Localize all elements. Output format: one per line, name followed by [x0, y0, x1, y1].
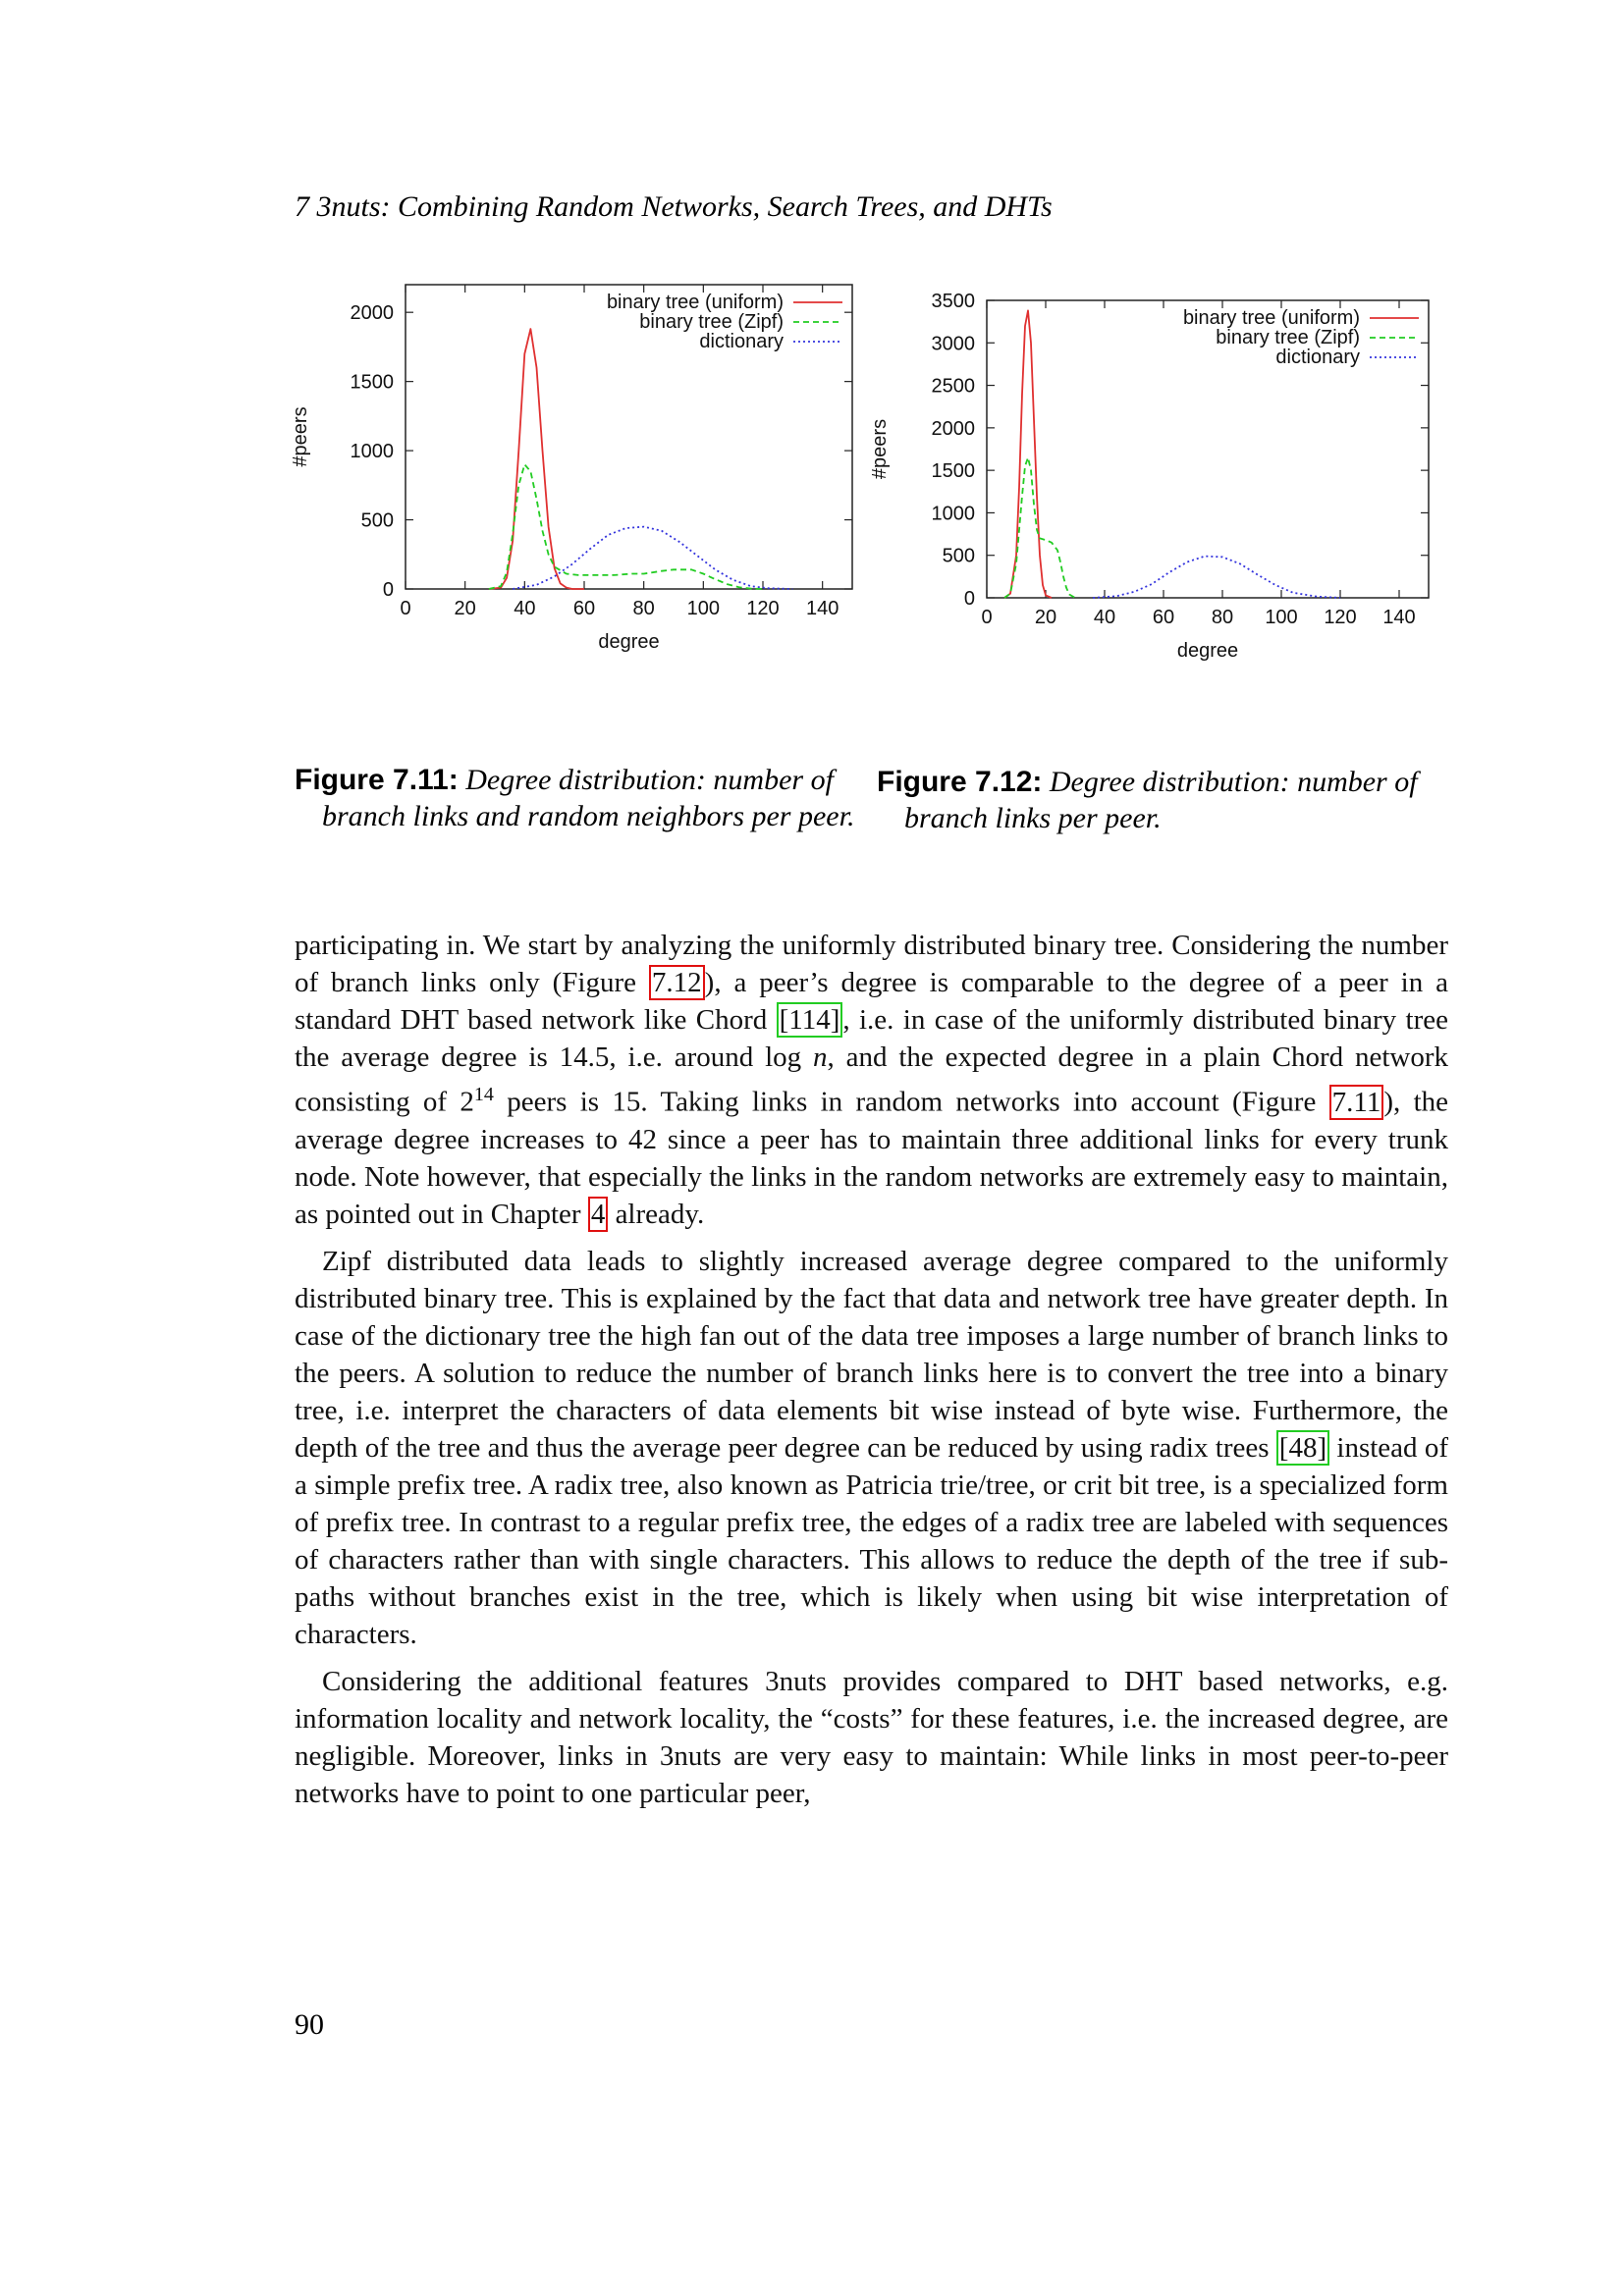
figure-ref-link[interactable]: 7.12: [649, 965, 705, 1000]
x-tick-label: 80: [1211, 607, 1234, 628]
plot-frame: [406, 285, 852, 589]
x-tick-label: 0: [981, 607, 993, 628]
text-run: ), the average degree increases to 42 since a peer has to maintain three additional links for every trunk node. Note however, that especially the links in the random networks are extremely easy to maintain, as pointed out in Chapter: [295, 1086, 1448, 1230]
series-line-2: [1004, 457, 1075, 598]
y-tick-label: 3500: [931, 291, 975, 312]
figure-7-12-chart: [864, 265, 1453, 702]
text-run: , and the expected degree in a plain Chord network consisting of 2: [295, 1041, 1449, 1118]
x-tick-label: 20: [454, 598, 476, 619]
caption-label: Figure 7.11:: [295, 764, 459, 796]
chapter-ref-link[interactable]: 4: [588, 1197, 609, 1232]
caption-text-line1: Degree distribution: number of: [1049, 766, 1418, 798]
figure-7-12-svg: [864, 265, 1453, 702]
paragraph-1: [295, 927, 1448, 1233]
math-var: n: [813, 1041, 828, 1073]
page-number: 90: [295, 2008, 324, 2041]
figure-ref-link[interactable]: 7.11: [1329, 1085, 1384, 1120]
text-run: Zipf distributed data leads to slightly increased average degree compared to the uniformly distributed binary tree. This is explained by the fact that data and network tree have greater depth. In case of the dictionary tree the high fan out of the data tree imposes a large number of branch links to the peers. A solution to reduce the number of branch links here is to convert the tree into a binary tree, i.e. interpret the characters of data elements bit wise instead of byte wise. Furthermore, the depth of the tree and thus the average peer degree can be reduced by using radix trees: [295, 1245, 1448, 1464]
paragraph-2: [295, 1243, 1448, 1653]
y-tick-label: 1500: [931, 460, 975, 483]
citation-link[interactable]: [114]: [777, 1002, 843, 1038]
y-tick-label: 500: [360, 509, 394, 532]
running-header: 7 3nuts: Combining Random Networks, Search Trees, and DHTs: [295, 190, 1053, 223]
text-run: Considering the additional features 3nuts provides compared to DHT based networks, e.g. information locality and network locality, the “costs” for these features, i.e. the increased degree, are negligible. Moreover, links in 3nuts are very easy to maintain: While links in most peer-to-peer networks have to point to one particular peer,: [295, 1665, 1448, 1809]
citation-link[interactable]: [48]: [1276, 1430, 1329, 1466]
y-tick-label: 1500: [350, 371, 394, 394]
x-tick-label: 40: [514, 598, 536, 619]
text-run: instead of a simple prefix tree. A radix tree, also known as Patricia trie/tree, or crit bit tree, is a specialized form of prefix tree. In contrast to a regular prefix tree, the edges of a radix tree are labeled with sequences of characters rather than with single characters. This allows to reduce the depth of the tree if sub-paths without branches exist in the tree, which is likely when using bit wise interpretation of characters.: [295, 1431, 1448, 1650]
y-tick-label: 2000: [350, 302, 394, 325]
y-tick-label: 3000: [931, 333, 975, 355]
plot-frame: [987, 300, 1429, 598]
figure-7-11-svg: [285, 265, 874, 702]
y-tick-label: 0: [963, 588, 975, 610]
x-axis-label: degree: [1176, 640, 1239, 662]
y-axis-label: #peers: [869, 418, 891, 480]
legend-label: dictionary: [699, 331, 784, 352]
text-run: participating in. We start by analyzing the uniformly distributed binary tree. Considering the number of branch links only (Figure: [295, 930, 1448, 998]
series-line-2: [489, 464, 763, 589]
x-tick-label: 120: [1324, 607, 1357, 628]
paragraph-3: [295, 1663, 1448, 1812]
y-tick-label: 2500: [931, 375, 975, 398]
caption-text-line2: branch links and random neighbors per peer.: [322, 800, 855, 832]
x-tick-label: 20: [1034, 607, 1057, 628]
legend-label: binary tree (Zipf): [1216, 327, 1360, 348]
legend-label: dictionary: [1275, 347, 1360, 368]
series-line-3: [513, 527, 792, 589]
figure-7-11-chart: [285, 265, 874, 702]
text-run: already.: [608, 1198, 705, 1230]
x-tick-label: 120: [746, 598, 780, 619]
y-tick-label: 1000: [931, 503, 975, 525]
x-tick-label: 100: [686, 598, 721, 619]
y-axis-label: #peers: [290, 406, 311, 467]
figure-7-11-caption: [295, 762, 864, 834]
legend-label: binary tree (uniform): [606, 292, 784, 313]
caption-text-line2: branch links per peer.: [904, 802, 1162, 834]
body-text: [295, 927, 1448, 1822]
figure-7-12-caption: [877, 764, 1446, 836]
x-tick-label: 140: [805, 598, 839, 619]
x-tick-label: 60: [572, 598, 596, 619]
y-tick-label: 2000: [931, 417, 975, 440]
text-run: ), a peer’s degree is comparable to the degree of a peer in a standard DHT based network like Chord: [295, 967, 1448, 1036]
caption-label: Figure 7.12:: [877, 766, 1043, 798]
legend-label: binary tree (Zipf): [639, 311, 784, 333]
y-tick-label: 1000: [350, 441, 394, 463]
text-run: , i.e. in case of the uniformly distributed binary tree the average degree is 14.5, i.e. around log: [295, 1004, 1449, 1073]
exponent: 14: [473, 1084, 494, 1105]
caption-text-line1: Degree distribution: number of: [465, 764, 834, 796]
x-tick-label: 100: [1265, 607, 1298, 628]
y-tick-label: 0: [382, 579, 394, 601]
x-tick-label: 0: [400, 598, 411, 619]
legend-label: binary tree (uniform): [1182, 307, 1360, 329]
x-axis-label: degree: [598, 631, 660, 653]
x-tick-label: 80: [632, 598, 655, 619]
series-line-1: [1004, 310, 1052, 598]
x-tick-label: 140: [1382, 607, 1416, 628]
x-tick-label: 40: [1093, 607, 1116, 628]
series-line-1: [489, 329, 584, 589]
y-tick-label: 500: [942, 545, 975, 567]
x-tick-label: 60: [1152, 607, 1175, 628]
text-run: peers is 15. Taking links in random networks into account (Figure: [493, 1086, 1329, 1118]
series-line-3: [1093, 557, 1340, 598]
